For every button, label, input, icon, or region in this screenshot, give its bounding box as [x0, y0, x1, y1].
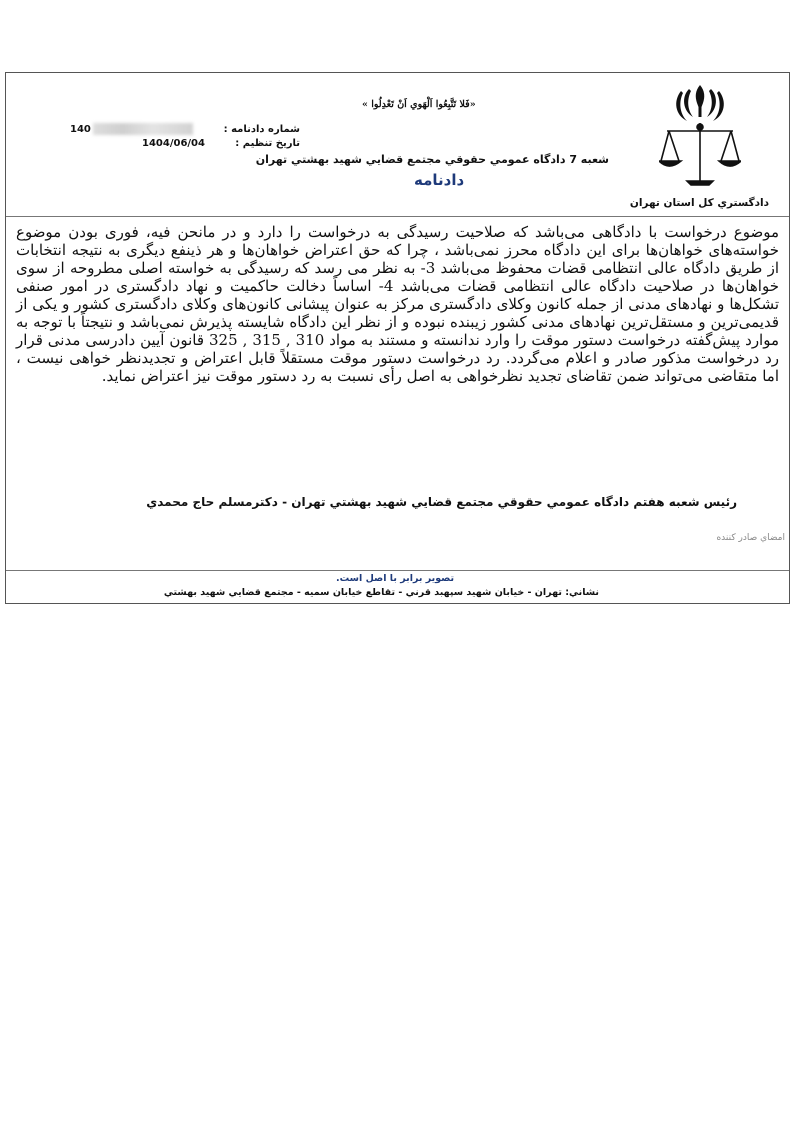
date-row [70, 137, 300, 151]
court-emblem [659, 81, 741, 189]
certified-copy-note: تصوير برابر با اصل است. [336, 573, 455, 584]
court-name: دادگستري كل استان تهران [629, 197, 769, 209]
judgment-number-label: شماره دادنامه : [223, 124, 300, 135]
document-title: دادنامه [414, 171, 465, 189]
signer-title: رئيس شعبه هفتم دادگاه عمومي حقوقي مجتمع قضايي شهيد بهشتي تهران - دكترمسلم حاج محمدي [146, 495, 737, 509]
judgment-text: موضوع درخواست با دادگاهی می‌باشد که صلاحیت رسیدگی به درخواست را دارد و در مانحن فیه، فوری بودن موضوع خواسته‌های خواهان‌ها برای این دادگاه محرز نمی‌باشد ، چرا که حق اعتراض خواهان‌ها و هر ذینفع دیگری به نتیجه انتخابات از طریق دادگاه عالی انتظامی قضات محفوظ می‌باشد 3- به نظر می رسد که رسیدگی به خواسته اصلی مطروحه از سوی خواهان‌ها در صلاحیت دادگاه عالی انتظامی قضات می‌باشد 4- اساساً دخالت حاکمیت و نهاد دادگستری در امور صنفی تشکل‌ها و نهادهای مدنی از جمله کانون وکلای دادگستری مرکز به عنوان پیشانی کانون‌های وکلای دادگستری کشور و یکی از قدیمی‌ترین و مستقل‌ترین نهادهای مدنی کشور زیبنده نبوده و از نظر این دادگاه شایسته پذیرش نمی‌باشد و نتیجتاً با توجه به موارد پیش‌گفته درخواست دستور موقت را وارد ندانسته و مستند به مواد 310 , 315 , 325 قانون آیین دادرسی مدنی قرار رد درخواست مذکور صادر و اعلام می‌گردد. رد درخواست دستور موقت مستقلاً قابل اعتراض و تجدیدنظر خواهی نیست ، اما متقاضی می‌تواند ضمن تقاضای تجدید نظرخواهی به اصل رأی نسبت به رد دستور موقت نیز اعتراض نماید. [16, 223, 780, 385]
signature-note: امضاي صادر كننده [716, 533, 785, 543]
redacted-number [93, 123, 193, 135]
date-value: 1404/06/04 [142, 138, 205, 149]
iran-emblem-icon [676, 85, 724, 121]
header-divider [6, 216, 789, 217]
court-branch: شعبه 7 دادگاه عمومي حقوقي مجتمع قضايي شهيد بهشتي تهران [255, 153, 609, 166]
document-header [6, 73, 789, 216]
court-address: نشاني: تهران - خيابان شهيد سپهبد قرني - تقاطع خيابان سميه - مجتمع قضايي شهيد بهشتي [163, 587, 599, 598]
judgment-number-row [70, 123, 300, 137]
judgment-number-prefix: 140 [70, 124, 91, 135]
judgment-document [5, 72, 790, 604]
judgment-meta [70, 123, 300, 151]
date-label: تاريخ تنظيم : [235, 138, 300, 149]
judgment-number-value [70, 123, 193, 137]
scales-of-justice-icon [659, 123, 741, 185]
quran-verse: «فَلا تَتَّبِعُوا اَلْهَوي اَنْ تَعْدِلُوا » [362, 99, 476, 110]
document-footer [6, 571, 789, 605]
